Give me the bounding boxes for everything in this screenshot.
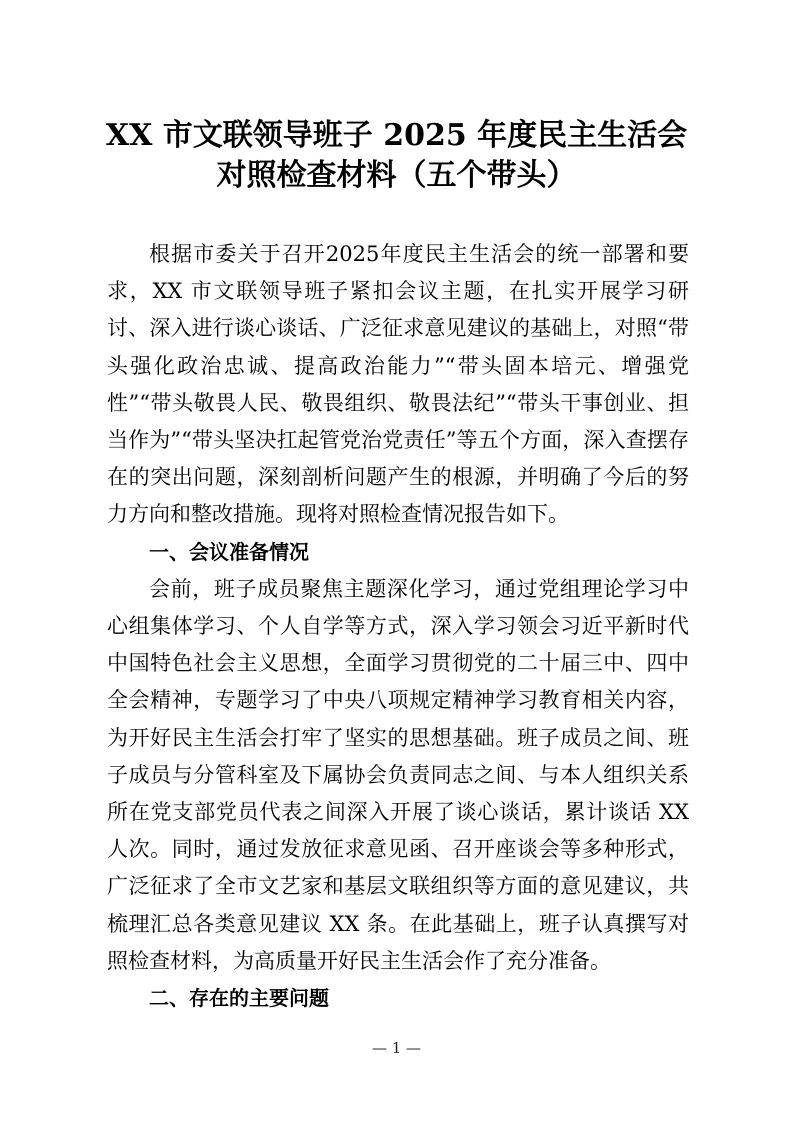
meeting-preparation-paragraph: 会前，班子成员聚焦主题深化学习，通过党组理论学习中心组集体学习、个人自学等方式，深入学习领会习近平新时代中国特色社会主义思想，全面学习贯彻党的二十届三中、四中全会精神，专题学习了中央八项规定精神学习教育相关内容，为开好民主生活会打牢了坚实的思想基础。班子成员之间、班子成员与分管科室及下属协会负责同志之间、与本人组织关系所在党支部党员代表之间深入开展了谈心谈话，累计谈话 XX 人次。同时，通过发放征求意见函、召开座谈会等多种形式，广泛征求了全市文艺家和基层文联组织等方面的意见建议，共梳理汇总各类意见建议 XX 条。在此基础上，班子认真撰写对照检查材料，为高质量开好民主生活会作了充分准备。 — [107, 576, 689, 973]
document-title-line-2: 对照检查材料（五个带头） — [216, 158, 577, 193]
document-body — [107, 236, 689, 1017]
intro-paragraph: 根据市委关于召开2025年度民主生活会的统一部署和要求，XX 市文联领导班子紧扣会议主题，在扎实开展学习研讨、深入进行谈心谈话、广泛征求意见建议的基础上，对照“带头强化政治忠诚、提高政治能力”“带头固本培元、增强党性”“带头敬畏人民、敬畏组织、敬畏法纪”“带头干事创业、担当作为”“带头坚决扛起管党治党责任”等五个方面，深入查摆存在的突出问题，深刻剖析问题产生的根源，并明确了今后的努力方向和整改措施。现将对照检查情况报告如下。 — [107, 242, 689, 527]
page-number: — 1 — — [371, 1039, 422, 1057]
document-title-line-1: XX 市文联领导班子 2025 年度民主生活会 — [105, 118, 688, 153]
section-heading-main-problems: 二、存在的主要问题 — [149, 986, 329, 1011]
section-heading-meeting-preparation: 一、会议准备情况 — [149, 539, 309, 564]
